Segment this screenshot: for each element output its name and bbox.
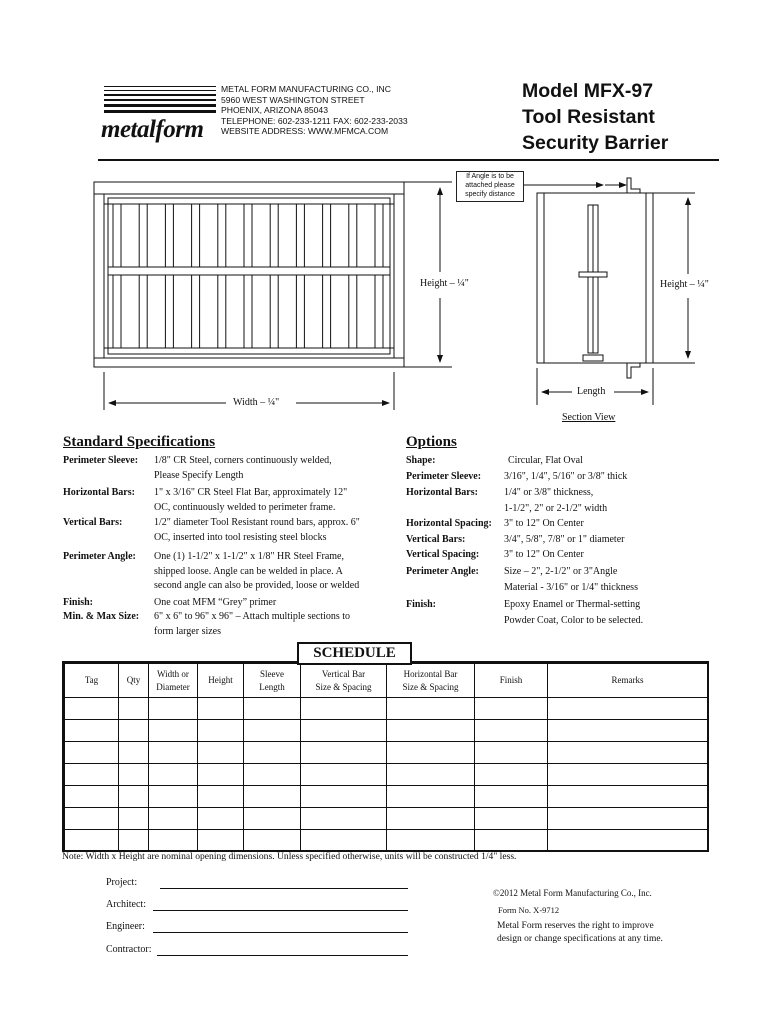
vertical-bar (244, 204, 252, 348)
column-header-line: Width or (157, 668, 189, 679)
schedule-cell[interactable] (244, 830, 301, 852)
section-view-label: Section View (562, 412, 616, 423)
schedule-cell[interactable] (198, 742, 244, 764)
schedule-cell[interactable] (119, 698, 149, 720)
disclaimer (497, 920, 663, 946)
front-vertical-bars (108, 204, 390, 348)
schedule-cell[interactable] (387, 764, 475, 786)
spec-value: Please Specify Length (154, 469, 244, 481)
column-header-line: Size & Spacing (315, 681, 372, 692)
schedule-cell[interactable] (301, 786, 387, 808)
schedule-row (65, 698, 708, 720)
spec-label: Horizontal Spacing: (406, 518, 492, 529)
schedule-cell[interactable] (119, 830, 149, 852)
column-header-line: Diameter (156, 681, 190, 692)
title-line: Security Barrier (522, 132, 669, 154)
schedule-cell[interactable] (198, 698, 244, 720)
footer-field-label: Project: (106, 877, 138, 888)
schedule-cell[interactable] (475, 698, 548, 720)
spec-value: 1/8" CR Steel, corners continuously welded, (154, 455, 332, 466)
schedule-cell[interactable] (475, 808, 548, 830)
schedule-cell[interactable] (198, 786, 244, 808)
column-header-line: Length (259, 681, 285, 692)
schedule-column-header (244, 664, 301, 698)
schedule-cell[interactable] (119, 742, 149, 764)
footer-field-line[interactable] (153, 910, 408, 911)
angle-note (456, 171, 524, 202)
dimension-note: Note: Width x Height are nominal opening dimensions. Unless specified otherwise, units will be constructed 1/4" less. (62, 851, 517, 862)
spec-value: 1/2" diameter Tool Resistant round bars, approx. 6" (154, 517, 360, 528)
column-header-line: Tag (84, 675, 99, 685)
spec-value: 6" x 6" to 96" x 96" – Attach multiple sections to (154, 611, 351, 622)
spec-value: 3/4", 5/8", 7/8" or 1" diameter (504, 534, 625, 545)
schedule-table (64, 663, 708, 852)
front-height-dimension (404, 182, 452, 367)
company-line: PHOENIX, ARIZONA 85043 (221, 105, 328, 115)
vertical-bar (165, 204, 173, 348)
angle-note-line: attached please (465, 182, 515, 189)
schedule-cell[interactable] (548, 786, 708, 808)
schedule-row (65, 720, 708, 742)
spec-value: 3/16", 1/4", 5/16" or 3/8" thick (504, 471, 628, 482)
company-info (221, 84, 451, 137)
schedule-cell[interactable] (149, 808, 198, 830)
column-header-line: Height (208, 675, 233, 685)
footer-field-label: Contractor: (106, 944, 152, 955)
title-line: Tool Resistant (522, 106, 655, 128)
length-label: Length (577, 386, 606, 397)
schedule-cell[interactable] (149, 786, 198, 808)
schedule-cell[interactable] (244, 698, 301, 720)
column-header-line: Horizontal Bar (403, 668, 458, 679)
company-line: WEBSITE ADDRESS: WWW.MFMCA.COM (221, 126, 389, 136)
spec-value: form larger sizes (154, 625, 222, 637)
footer-field-line[interactable] (157, 955, 408, 956)
schedule-cell[interactable] (198, 808, 244, 830)
spec-label: Perimeter Angle: (63, 551, 136, 562)
spec-value: OC, continuously welded to perimeter frame. (154, 501, 336, 513)
spec-label: Vertical Bars: (63, 517, 123, 528)
schedule-cell[interactable] (475, 830, 548, 852)
spec-label: Shape: (406, 455, 436, 466)
schedule-cell[interactable] (301, 698, 387, 720)
schedule-cell[interactable] (65, 808, 119, 830)
spec-value: 1-1/2", 2" or 2-1/2" width (504, 502, 608, 514)
column-header-line: Finish (499, 675, 523, 685)
schedule-row (65, 830, 708, 852)
column-header-line: Size & Spacing (402, 681, 459, 692)
angle-note-line: If Angle is to be (466, 173, 514, 180)
schedule-cell[interactable] (301, 764, 387, 786)
schedule-cell[interactable] (65, 698, 119, 720)
schedule-row (65, 764, 708, 786)
disclaimer-line: design or change specifications at any time. (497, 934, 663, 944)
schedule-cell[interactable] (149, 764, 198, 786)
disclaimer-line: Metal Form reserves the right to improve (497, 921, 654, 931)
schedule-header-row (65, 664, 708, 698)
schedule-cell[interactable] (548, 698, 708, 720)
spec-label: Horizontal Bars: (406, 487, 478, 498)
schedule-cell[interactable] (475, 742, 548, 764)
column-header-line: Sleeve (260, 668, 284, 679)
schedule-cell[interactable] (198, 720, 244, 742)
spec-label: Vertical Bars: (406, 534, 466, 545)
schedule-cell[interactable] (387, 786, 475, 808)
spec-label: Perimeter Sleeve: (63, 455, 139, 466)
spec-value: 3" to 12" On Center (504, 518, 584, 529)
footer-field-line[interactable] (160, 888, 408, 889)
schedule-cell[interactable] (119, 764, 149, 786)
metalform-logo: metalform (101, 116, 204, 143)
schedule-cell[interactable] (475, 720, 548, 742)
schedule-cell[interactable] (548, 720, 708, 742)
schedule-cell[interactable] (119, 808, 149, 830)
schedule-column-header (149, 664, 198, 698)
angle-note-line: specify distance (465, 191, 515, 198)
schedule-cell[interactable] (548, 830, 708, 852)
copyright: ©2012 Metal Form Manufacturing Co., Inc. (493, 888, 652, 898)
schedule-cell[interactable] (119, 786, 149, 808)
schedule-cell[interactable] (65, 742, 119, 764)
schedule-cell[interactable] (244, 808, 301, 830)
barrier-diagrams (0, 160, 770, 430)
schedule-cell[interactable] (149, 742, 198, 764)
schedule-column-header (301, 664, 387, 698)
spec-label: Min. & Max Size: (63, 611, 140, 622)
schedule-cell[interactable] (301, 742, 387, 764)
schedule-row (65, 742, 708, 764)
vertical-bar (139, 204, 147, 348)
spec-label: Horizontal Bars: (63, 487, 135, 498)
spec-value: shipped loose. Angle can be welded in place. A (154, 565, 343, 577)
document-title (522, 78, 722, 156)
spec-value: Size – 2", 2-1/2" or 3"Angle (504, 566, 618, 577)
width-label: Width – ¼" (233, 397, 280, 408)
schedule-table-wrap (62, 661, 709, 852)
schedule-cell[interactable] (475, 786, 548, 808)
schedule-cell[interactable] (244, 720, 301, 742)
vertical-bar (270, 204, 278, 348)
column-header-line: Vertical Bar (321, 668, 366, 679)
schedule-cell[interactable] (387, 830, 475, 852)
schedule-row (65, 786, 708, 808)
title-line: Model MFX-97 (522, 80, 654, 102)
schedule-cell[interactable] (244, 742, 301, 764)
schedule-cell[interactable] (119, 720, 149, 742)
spec-value: One (1) 1-1/2" x 1-1/2" x 1/8" HR Steel Frame, (154, 551, 344, 562)
column-header-line: Qty (126, 675, 141, 685)
spec-value: 1/4" or 3/8" thickness, (504, 487, 594, 498)
schedule-cell[interactable] (149, 698, 198, 720)
schedule-column-header (119, 664, 149, 698)
horizontal-bar (108, 267, 390, 275)
schedule-cell[interactable] (548, 764, 708, 786)
schedule-cell[interactable] (548, 808, 708, 830)
schedule-column-header (475, 664, 548, 698)
schedule-cell[interactable] (387, 698, 475, 720)
vertical-bar (375, 204, 383, 348)
spec-value: One coat MFM “Grey” primer (154, 597, 277, 608)
section-height-label: Height – ¼" (660, 279, 709, 290)
schedule-cell[interactable] (387, 742, 475, 764)
spec-value: Powder Coat, Color to be selected. (504, 614, 644, 626)
spec-value: Material - 3/16" or 1/4" thickness (504, 581, 638, 593)
form-number: Form No. X-9712 (498, 905, 560, 915)
schedule-title: SCHEDULE (297, 642, 412, 665)
schedule-column-header (387, 664, 475, 698)
column-header-line: Remarks (611, 675, 644, 685)
spec-value: Circular, Flat Oval (508, 455, 583, 466)
vertical-bar (296, 204, 304, 348)
section-view (522, 178, 695, 405)
standard-specs-title: Standard Specifications (63, 434, 216, 450)
vertical-bar (323, 204, 331, 348)
vertical-bar (113, 204, 121, 348)
schedule-cell[interactable] (244, 764, 301, 786)
options-title: Options (406, 434, 457, 450)
spec-value: OC, inserted into tool resisting steel blocks (154, 531, 327, 543)
schedule-cell[interactable] (149, 720, 198, 742)
vertical-bar (349, 204, 357, 348)
schedule-cell[interactable] (475, 764, 548, 786)
spec-label: Vertical Spacing: (406, 549, 480, 560)
spec-value: Epoxy Enamel or Thermal-setting (504, 599, 641, 610)
schedule-cell[interactable] (387, 808, 475, 830)
schedule-column-header (198, 664, 244, 698)
schedule-cell[interactable] (198, 830, 244, 852)
spec-label: Perimeter Angle: (406, 566, 479, 577)
schedule-cell[interactable] (65, 830, 119, 852)
company-line: 5960 WEST WASHINGTON STREET (221, 94, 365, 105)
schedule-column-header (548, 664, 708, 698)
schedule-cell[interactable] (149, 830, 198, 852)
schedule-cell[interactable] (387, 720, 475, 742)
spec-value: 1" x 3/16" CR Steel Flat Bar, approximately 12" (154, 487, 348, 498)
logo-lines (104, 86, 216, 116)
vertical-bar (218, 204, 226, 348)
schedule-cell[interactable] (65, 786, 119, 808)
footer-field-label: Engineer: (106, 921, 145, 932)
schedule-cell[interactable] (65, 720, 119, 742)
spec-value: second angle can also be provided, loose or welded (154, 580, 360, 591)
schedule-column-header (65, 664, 119, 698)
footer-field-label: Architect: (106, 899, 146, 910)
front-height-label: Height – ¼" (420, 278, 469, 289)
spec-value: 3" to 12" On Center (504, 549, 584, 560)
schedule-cell[interactable] (198, 764, 244, 786)
spec-label: Perimeter Sleeve: (406, 471, 482, 482)
schedule-cell[interactable] (301, 720, 387, 742)
schedule-cell[interactable] (301, 830, 387, 852)
company-line: METAL FORM MANUFACTURING CO., INC (221, 84, 391, 94)
schedule-cell[interactable] (65, 764, 119, 786)
spec-label: Finish: (406, 599, 437, 610)
vertical-bar (192, 204, 200, 348)
schedule-row (65, 808, 708, 830)
spec-label: Finish: (63, 597, 94, 608)
footer-field-line[interactable] (153, 932, 408, 933)
schedule-cell[interactable] (548, 742, 708, 764)
schedule-cell[interactable] (301, 808, 387, 830)
company-line: TELEPHONE: 602-233-1211 FAX: 602-233-2033 (221, 115, 408, 126)
schedule-cell[interactable] (244, 786, 301, 808)
